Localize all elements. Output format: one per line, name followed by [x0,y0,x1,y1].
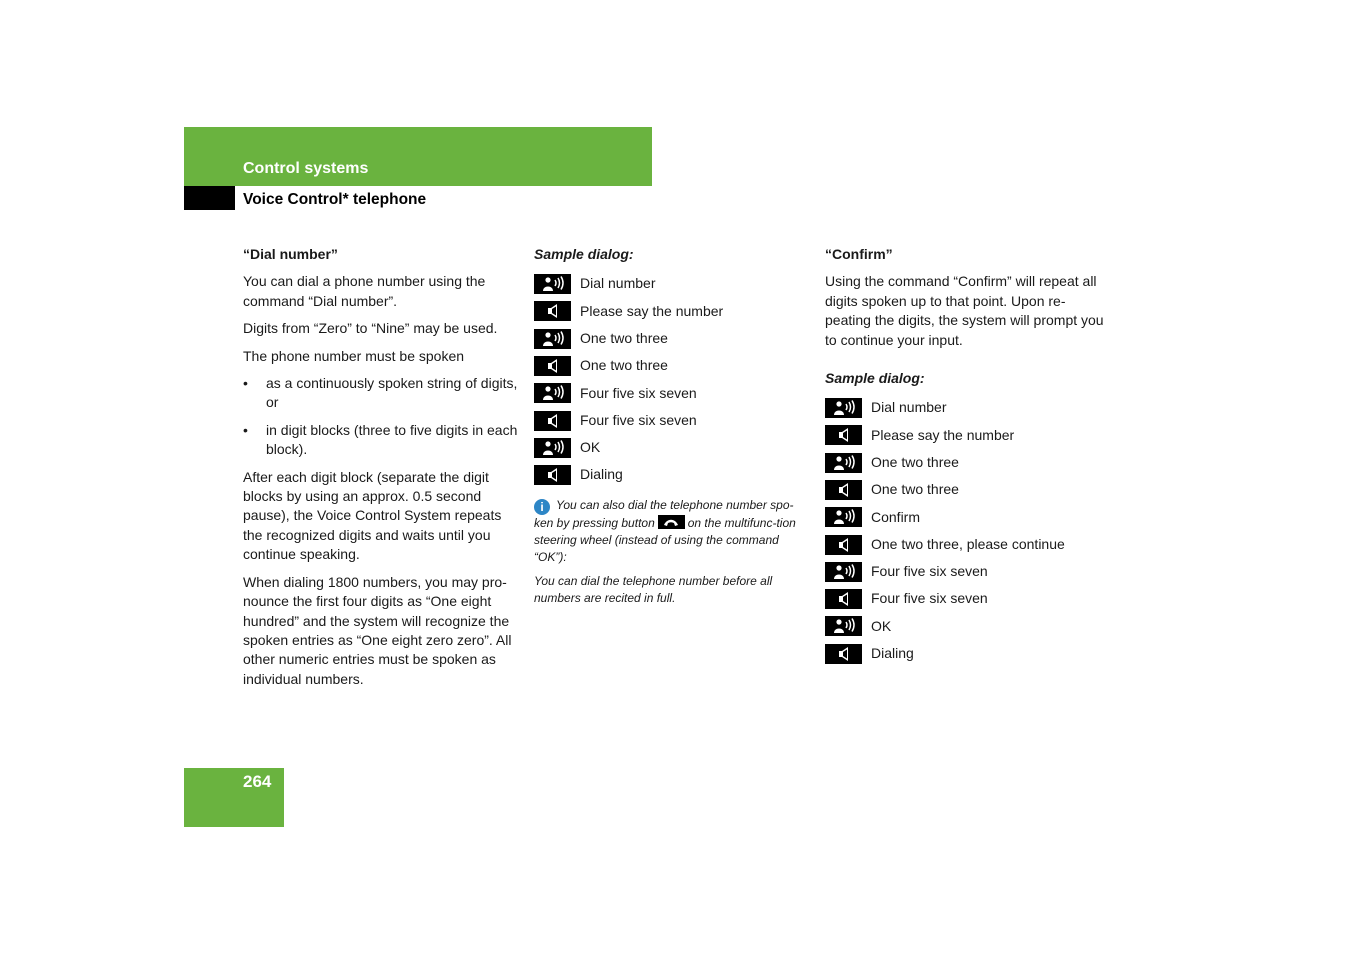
dialog-row [534,407,812,434]
paragraph: The phone number must be spoken [243,347,465,364]
dialog-text: Dial number [580,275,656,292]
dialog-text: One two three [580,357,668,374]
dialog-row [534,270,812,297]
bullet-list [243,374,521,460]
info-icon: i [534,499,550,515]
sample-dialog-list [534,270,812,488]
page-number: 264 [243,772,272,791]
system-speaker-icon [534,465,571,485]
system-speaker-icon [534,301,571,321]
header-black-tab [184,186,235,210]
system-speaker-icon [825,589,862,609]
user-voice-icon [534,274,571,294]
dialog-row [825,558,1105,585]
paragraph: You can dial a phone number using the command “Dial number”. [243,273,486,309]
user-voice-icon [825,453,862,473]
user-voice-icon [825,562,862,582]
user-voice-icon [825,616,862,636]
dialog-row [825,476,1105,503]
dialog-text: Confirm [871,508,921,525]
column-confirm [825,245,1105,667]
subsection-title: Voice Control* telephone [243,191,427,208]
dialog-text: OK [871,617,892,634]
dialog-text: Four five six seven [580,384,697,401]
dialog-text: Four five six seven [871,590,988,607]
dialog-row [825,531,1105,558]
system-speaker-icon [825,535,862,555]
dialog-text: Please say the number [580,302,724,319]
info-note [534,497,812,566]
dialog-text: Dial number [871,399,947,416]
system-speaker-icon [825,644,862,664]
user-voice-icon [825,507,862,527]
dialog-text: Dialing [871,645,914,662]
dialog-row [825,613,1105,640]
dialog-row [825,586,1105,613]
column-sample-dialog [534,245,812,607]
column-dial-number [243,245,521,697]
dialog-text: Dialing [580,466,623,483]
user-voice-icon [534,329,571,349]
info-note-text-a: You can also dial the telephone number spo-ken by pressing button [534,497,794,530]
sample-dialog-heading: Sample dialog: [534,246,634,262]
dialog-row [825,422,1105,449]
sample-dialog-heading: Sample dialog: [825,370,925,387]
confirm-heading: “Confirm” [825,246,893,262]
dialog-row [825,504,1105,531]
dialog-text: OK [580,439,601,456]
info-note-text-b: on the multifunc-tion steering wheel (instead of using the command “OK”): [534,515,796,564]
dialog-row [534,434,812,461]
system-speaker-icon [825,425,862,445]
sample-dialog-list [825,394,1105,667]
dialog-text: One two three, please continue [871,535,1065,552]
dialog-row [534,325,812,352]
bullet-item: • as a continuously spoken string of digits, or [243,374,521,413]
dialog-text: Four five six seven [871,563,988,580]
confirm-intro: Using the command “Confirm” will repeat all digits spoken up to that point. Upon re-peating the digits, the system will prompt you to continue your input. [825,273,1104,348]
system-speaker-icon [825,480,862,500]
info-note-2: You can dial the telephone number before all numbers are recited in full. [534,573,773,605]
dialog-text: One two three [871,453,959,470]
dialog-text: Please say the number [871,426,1015,443]
bullet-item: • in digit blocks (three to five digits in each block). [243,421,521,460]
paragraph: After each digit block (separate the digit blocks by using an approx. 0.5 second pause), the Voice Control System repeats the recognized digits and waits until you continue speaking. [243,468,502,563]
user-voice-icon [534,438,571,458]
user-voice-icon [534,383,571,403]
dialog-row [534,298,812,325]
dialog-row [825,449,1105,476]
section-title: Control systems [243,160,369,177]
system-speaker-icon [534,356,571,376]
system-speaker-icon [534,411,571,431]
dialog-text: One two three [871,481,959,498]
dialog-row [534,352,812,379]
paragraph: When dialing 1800 numbers, you may pro-nounce the first four digits as “One eight hundred” and the system will recognize the spoken entries as “One eight zero zero”. All other numeric entries must be spoken as individual numbers. [243,573,512,687]
dialog-text: Four five six seven [580,411,697,428]
dialog-row [534,380,812,407]
dialog-row [825,640,1105,667]
dialog-row [825,394,1105,421]
dialog-row [534,461,812,488]
user-voice-icon [825,398,862,418]
phone-button-icon [658,515,685,529]
paragraph: Digits from “Zero” to “Nine” may be used. [243,320,498,337]
dialog-text: One two three [580,329,668,346]
dial-number-heading: “Dial number” [243,246,338,262]
